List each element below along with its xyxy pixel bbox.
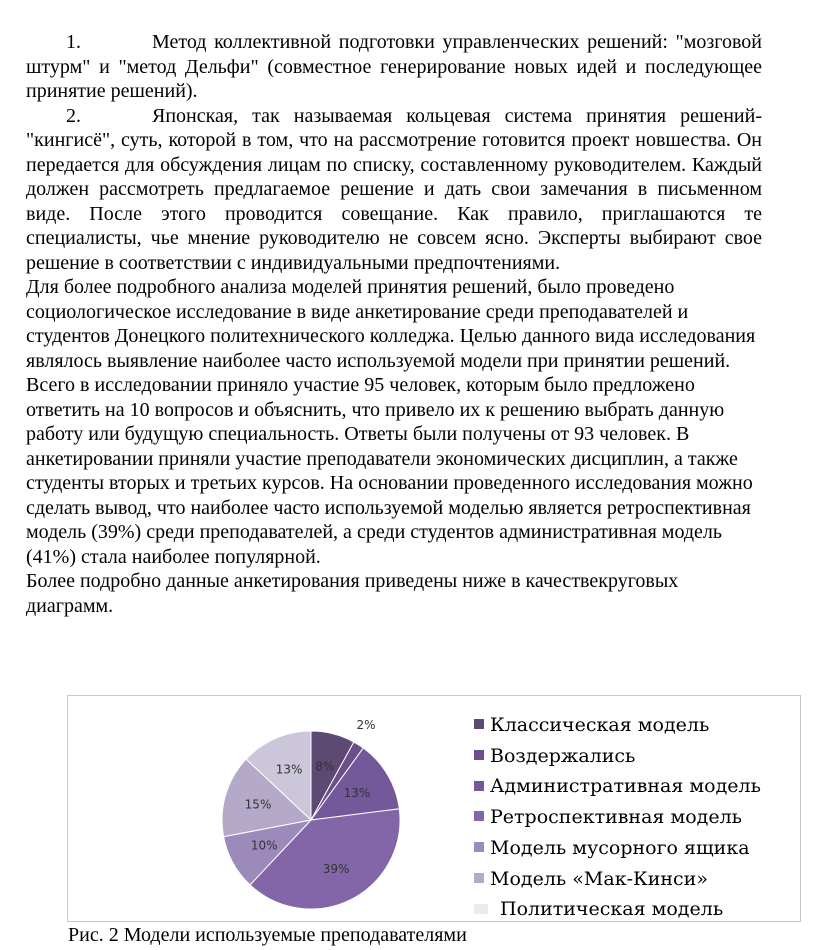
- pie-label-1: 8%: [315, 759, 335, 774]
- pie-label-7: 13%: [275, 762, 303, 777]
- legend-item-4: [474, 802, 761, 833]
- legend-label-4: Ретроспективная модель: [490, 806, 743, 829]
- list-item-2-text: Японская, так называемая кольцевая система принятия решений- "кингисё", суть, которой в том, что на рассмотрение готовится проект новшества. Он передается для обсуждения лицам по списку, составленному руководителем. Каждый должен рассмотреть предлагаемое решение и дать свои замечания в письменном виде. После этого проводится совещание. Как правило, приглашаются те специалисты, чье мнение руководителю не совсем ясно. Эксперты выбирают свое решение в соответствии с индивидуальными предпочтениями.: [26, 104, 762, 274]
- legend-swatch-3: [474, 781, 484, 791]
- details-paragraph: Более подробно данные анкетирования приведены ниже в качествекруговых диаграмм.: [26, 570, 679, 617]
- legend-swatch-7: [474, 904, 488, 914]
- legend-label-3: Административная модель: [490, 775, 761, 798]
- legend-label-7: Политическая модель: [500, 898, 724, 921]
- legend-swatch-4: [474, 811, 484, 821]
- legend-label-6: Модель «Мак-Кинси»: [490, 867, 708, 890]
- legend-label-2: Воздержались: [490, 744, 636, 767]
- list-item-1: [26, 30, 762, 104]
- legend-label-5: Модель мусорного ящика: [490, 836, 750, 859]
- legend-item-7: [474, 894, 761, 925]
- legend-item-1: [474, 710, 761, 741]
- legend-swatch-1: [474, 719, 484, 729]
- legend-item-2: [474, 741, 761, 772]
- pie-chart-frame: [67, 695, 801, 922]
- pie-label-5: 10%: [250, 838, 278, 853]
- legend-swatch-2: [474, 750, 484, 760]
- legend-item-3: [474, 771, 761, 802]
- legend-swatch-6: [474, 873, 484, 883]
- list-item-2: [26, 104, 762, 276]
- legend-item-5: [474, 833, 761, 864]
- pie-chart: [68, 696, 468, 921]
- legend-label-1: Классическая модель: [490, 714, 710, 736]
- list-item-2-number: 2.: [66, 104, 81, 127]
- list-item-1-number: 1.: [66, 31, 81, 53]
- legend-swatch-5: [474, 842, 484, 852]
- document-body: [26, 30, 762, 618]
- research-paragraph: Для более подробного анализа моделей принятия решений, было проведено социологическое исследование в виде анкетирование среди преподавателей и студентов Донецкого политехнического колледжа. Целью данного вида исследования являлось выявление наиболее часто используемой модели при принятии решений. Всего в исследовании приняло участие 95 человек, которым было предложено ответить на 10 вопросов и объяснить, что привело их к решению выбрать данную работу или будущую специальность. Ответы были получены от 93 человек. В анкетировании приняли участие преподаватели экономических дисциплин, а также студенты вторых и третьих курсов. На основании проведенного исследования можно сделать вывод, что наиболее часто используемой моделью является ретроспективная модель (39%) среди преподавателей, а среди студентов административная модель (41%) стала наиболее популярной.: [26, 276, 756, 568]
- pie-label-4: 39%: [322, 862, 350, 877]
- figure-caption: Рис. 2 Модели используемые преподавателями: [68, 924, 467, 946]
- pie-label-2: 2%: [356, 718, 376, 732]
- legend-item-6: [474, 864, 761, 895]
- pie-label-3: 13%: [343, 785, 371, 800]
- chart-legend: [474, 710, 761, 925]
- list-item-1-text: Метод коллективной подготовки управленческих решений: "мозговой штурм" и "метод Дельфи" (совместное генерирование новых идей и последующее принятие решений).: [26, 31, 762, 102]
- pie-label-6: 15%: [244, 797, 272, 812]
